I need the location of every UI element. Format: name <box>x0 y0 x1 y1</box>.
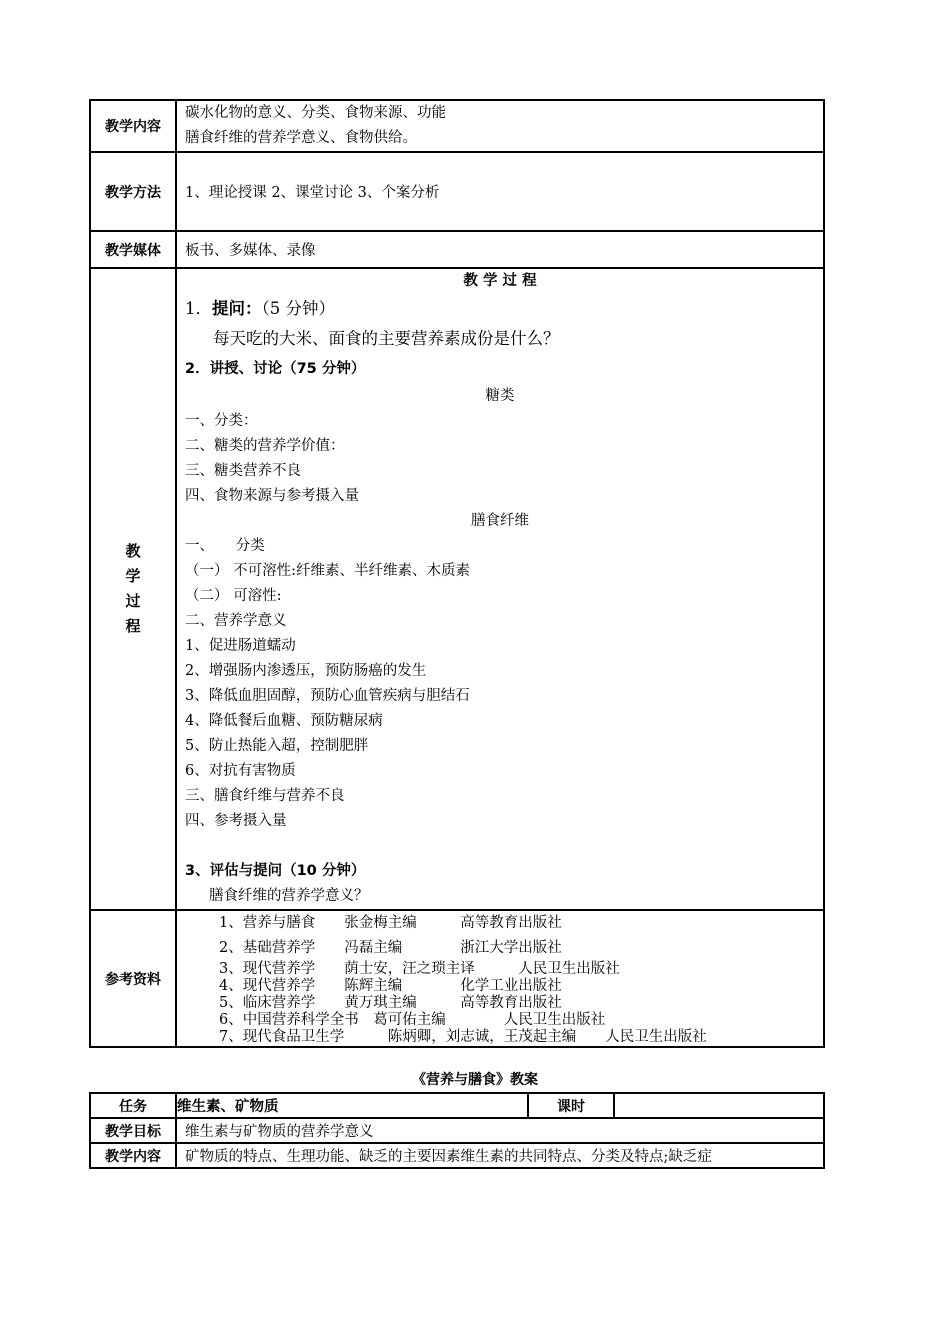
content-cell <box>176 100 824 152</box>
reference-item: 2、基础营养学 冯磊主编 浙江大学出版社 <box>219 940 562 956</box>
process-heading: 教 学 过 程 <box>463 273 537 289</box>
references-label: 参考资料 <box>90 910 176 1047</box>
process-label-char: 学 <box>125 567 141 585</box>
fiber-item: 三、膳食纤维与营养不良 <box>185 788 345 804</box>
content-row <box>90 100 824 152</box>
q1-time: （5 分钟） <box>261 299 335 318</box>
section-2-title: 2．讲授、讨论（75 分钟） <box>185 361 366 377</box>
fiber-item: 二、营养学意义 <box>185 613 287 629</box>
reference-item: 1、营养与膳食 张金梅主编 高等教育出版社 <box>219 915 562 931</box>
fiber-item: 4、降低餐后血糖、预防糖尿病 <box>185 713 383 729</box>
fiber-item: 四、参考摄入量 <box>185 813 287 829</box>
hours-label: 课时 <box>528 1093 614 1118</box>
reference-item: 6、中国营养科学全书 葛可佑主编 人民卫生出版社 <box>219 1012 606 1028</box>
goal-text: 维生素与矿物质的营养学意义 <box>176 1118 824 1143</box>
method-label: 教学方法 <box>90 152 176 231</box>
hours-value <box>614 1093 824 1118</box>
reference-item: 3、现代营养学 荫士安，汪之琐主译 人民卫生出版社 <box>219 961 620 977</box>
goal-label: 教学目标 <box>90 1118 176 1143</box>
media-label: 教学媒体 <box>90 231 176 268</box>
fiber-item: 6、对抗有害物质 <box>185 763 296 779</box>
media-text: 板书、多媒体、录像 <box>176 231 824 268</box>
sugar-item: 三、糖类营养不良 <box>185 463 301 479</box>
reference-item: 5、临床营养学 黄万琪主编 高等教育出版社 <box>219 995 562 1011</box>
content-label: 教学内容 <box>90 100 176 152</box>
task-value: 维生素、矿物质 <box>176 1093 528 1118</box>
document-title: 《营养与膳食》教案 <box>412 1072 538 1088</box>
fiber-item: 1、促进肠道蠕动 <box>185 638 296 654</box>
content-label-2: 教学内容 <box>90 1143 176 1168</box>
fiber-item: （一） 不可溶性:纤维素、半纤维素、木质素 <box>185 563 470 579</box>
process-label <box>90 268 176 910</box>
content-text-2: 矿物质的特点、生理功能、缺乏的主要因素维生素的共同特点、分类及特点;缺乏症 <box>176 1143 824 1168</box>
spacer <box>185 834 815 859</box>
fiber-item: 2、增强肠内渗透压，预防肠癌的发生 <box>185 663 427 679</box>
content-line: 膳食纤维的营养学意义、食物供给。 <box>185 130 417 146</box>
method-row <box>90 152 824 231</box>
q1-number: 1． <box>185 299 212 318</box>
process-label-char: 过 <box>125 592 141 610</box>
fiber-item: 一、 分类 <box>185 538 265 554</box>
fiber-item: （二） 可溶性: <box>185 588 282 604</box>
question-1 <box>185 294 815 324</box>
process-label-char: 教 <box>125 542 141 560</box>
fiber-item: 3、降低血胆固醇，预防心血管疾病与胆结石 <box>185 688 470 704</box>
content-line: 碳水化物的意义、分类、食物来源、功能 <box>185 105 446 121</box>
sugar-item: 一、分类： <box>185 413 258 429</box>
process-label-char: 程 <box>125 617 141 635</box>
sugar-title: 糖类 <box>485 388 515 404</box>
references-cell <box>176 910 824 1047</box>
lesson-plan-table <box>89 99 825 1048</box>
lesson-plan-table-2 <box>89 1092 825 1169</box>
process-row <box>90 268 824 910</box>
references-row <box>90 910 824 1047</box>
process-cell <box>176 268 824 910</box>
media-row <box>90 231 824 268</box>
sugar-item: 四、食物来源与参考摄入量 <box>185 488 359 504</box>
reference-item: 4、现代营养学 陈辉主编 化学工业出版社 <box>219 978 562 994</box>
task-row <box>90 1093 824 1118</box>
fiber-title: 膳食纤维 <box>471 513 529 529</box>
s3-question: 膳食纤维的营养学意义？ <box>209 888 369 904</box>
task-label: 任务 <box>90 1093 176 1118</box>
section-3-title: 3、评估与提问（10 分钟） <box>185 863 366 879</box>
q1-question: 每天吃的大米、面食的主要营养素成份是什么？ <box>213 329 560 348</box>
q1-title: 提问： <box>212 299 262 318</box>
fiber-item: 5、防止热能入超，控制肥胖 <box>185 738 369 754</box>
content-row-2 <box>90 1143 824 1168</box>
method-text: 1、理论授课 2、课堂讨论 3、个案分析 <box>176 152 824 231</box>
sugar-item: 二、糖类的营养学价值： <box>185 438 345 454</box>
reference-item: 7、现代食品卫生学 陈炳卿，刘志诚，王茂起主编 人民卫生出版社 <box>219 1029 707 1045</box>
goal-row <box>90 1118 824 1143</box>
